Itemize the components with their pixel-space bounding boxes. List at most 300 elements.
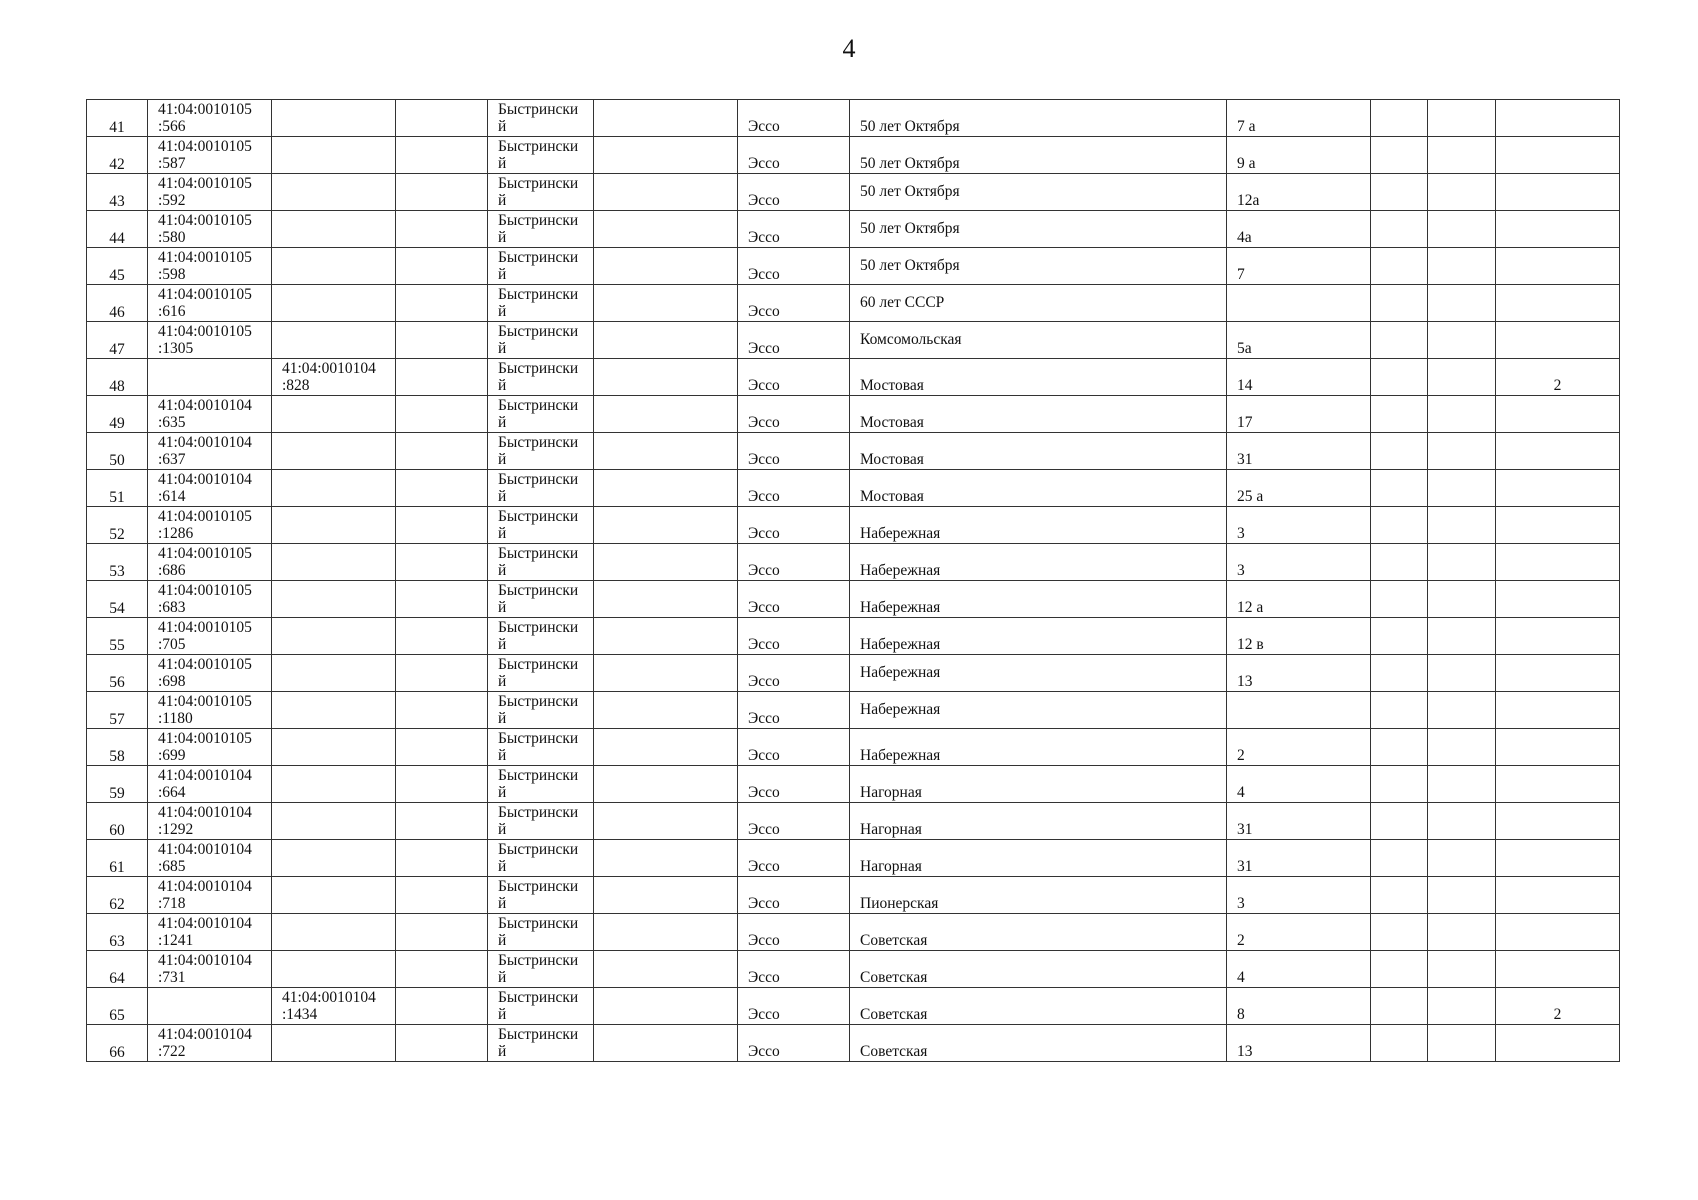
empty-cell — [396, 914, 488, 951]
cadastral-number-cell — [148, 803, 272, 840]
row-number-cell — [87, 359, 148, 396]
settlement-cell — [738, 877, 850, 914]
empty-cell — [594, 803, 738, 840]
street-cell — [850, 470, 1227, 507]
table-row — [87, 507, 1620, 544]
house-cell — [1227, 840, 1371, 877]
empty-cell — [1371, 914, 1428, 951]
row-number-cell — [87, 655, 148, 692]
cadastral-number-cell — [148, 433, 272, 470]
house-number: 12 а — [1237, 599, 1264, 616]
district-name: Быстрински й — [498, 693, 579, 727]
district-cell — [488, 655, 594, 692]
district-name: Быстрински й — [498, 878, 579, 912]
empty-cell — [396, 840, 488, 877]
settlement-name: Эссо — [748, 1043, 780, 1060]
street-name: Набережная — [860, 636, 941, 653]
district-cell — [488, 137, 594, 174]
parent-cadastral-number-cell — [272, 507, 396, 544]
cadastral-number-cell — [148, 729, 272, 766]
row-number: 51 — [109, 489, 125, 506]
house-cell — [1227, 100, 1371, 137]
street-cell — [850, 137, 1227, 174]
row-number-cell — [87, 618, 148, 655]
district-cell — [488, 322, 594, 359]
street-cell — [850, 174, 1227, 211]
house-number: 4 — [1237, 784, 1245, 801]
cadastral-number-cell — [148, 951, 272, 988]
empty-cell — [1371, 544, 1428, 581]
parent-cadastral-number: 41:04:0010104 :828 — [282, 360, 376, 394]
empty-cell — [1428, 211, 1496, 248]
cadastral-number-cell — [148, 359, 272, 396]
table-row — [87, 248, 1620, 285]
house-cell — [1227, 322, 1371, 359]
cadastral-number: 41:04:0010105 :592 — [158, 175, 252, 209]
settlement-name: Эссо — [748, 155, 780, 172]
apartment-cell — [1496, 692, 1620, 729]
apartment-cell — [1496, 507, 1620, 544]
district-name: Быстрински й — [498, 138, 579, 172]
street-cell — [850, 211, 1227, 248]
apartment-cell — [1496, 174, 1620, 211]
empty-cell — [1428, 396, 1496, 433]
parent-cadastral-number-cell — [272, 470, 396, 507]
row-number: 61 — [109, 859, 125, 876]
table-row — [87, 359, 1620, 396]
house-cell — [1227, 174, 1371, 211]
district-cell — [488, 433, 594, 470]
empty-cell — [1428, 581, 1496, 618]
cadastral-number-cell — [148, 988, 272, 1025]
house-number: 2 — [1237, 932, 1245, 949]
street-name: Нагорная — [860, 821, 922, 838]
empty-cell — [1371, 655, 1428, 692]
district-cell — [488, 544, 594, 581]
parent-cadastral-number-cell — [272, 988, 396, 1025]
district-name: Быстрински й — [498, 952, 579, 986]
row-number: 64 — [109, 970, 125, 987]
cadastral-number: 41:04:0010104 :635 — [158, 397, 252, 431]
empty-cell — [1371, 359, 1428, 396]
district-name: Быстрински й — [498, 767, 579, 801]
settlement-cell — [738, 766, 850, 803]
street-name: 60 лет СССР — [860, 294, 945, 311]
settlement-name: Эссо — [748, 821, 780, 838]
empty-cell — [1371, 322, 1428, 359]
cadastral-number: 41:04:0010105 :587 — [158, 138, 252, 172]
parent-cadastral-number-cell — [272, 729, 396, 766]
house-cell — [1227, 1025, 1371, 1062]
empty-cell — [1428, 544, 1496, 581]
settlement-cell — [738, 507, 850, 544]
street-cell — [850, 988, 1227, 1025]
house-number: 9 а — [1237, 155, 1256, 172]
street-name: 50 лет Октября — [860, 183, 960, 200]
district-cell — [488, 507, 594, 544]
apartment-number: 2 — [1553, 1006, 1562, 1023]
row-number: 66 — [109, 1044, 125, 1061]
apartment-cell — [1496, 655, 1620, 692]
cadastral-number-cell — [148, 914, 272, 951]
street-name: Нагорная — [860, 858, 922, 875]
parent-cadastral-number-cell — [272, 581, 396, 618]
empty-cell — [594, 470, 738, 507]
house-number: 2 — [1237, 747, 1245, 764]
empty-cell — [1428, 877, 1496, 914]
parent-cadastral-number-cell — [272, 618, 396, 655]
district-cell — [488, 877, 594, 914]
house-number: 12 в — [1237, 636, 1264, 653]
street-name: Мостовая — [860, 451, 924, 468]
cadastral-number: 41:04:0010104 :614 — [158, 471, 252, 505]
district-cell — [488, 211, 594, 248]
empty-cell — [396, 1025, 488, 1062]
house-number: 8 — [1237, 1006, 1245, 1023]
district-name: Быстрински й — [498, 212, 579, 246]
house-number: 14 — [1237, 377, 1253, 394]
district-cell — [488, 988, 594, 1025]
house-number: 7 — [1237, 266, 1245, 283]
district-name: Быстрински й — [498, 730, 579, 764]
empty-cell — [1371, 803, 1428, 840]
table-row — [87, 470, 1620, 507]
settlement-cell — [738, 1025, 850, 1062]
empty-cell — [1371, 433, 1428, 470]
empty-cell — [594, 211, 738, 248]
empty-cell — [396, 100, 488, 137]
district-name: Быстрински й — [498, 101, 579, 135]
district-cell — [488, 803, 594, 840]
parent-cadastral-number-cell — [272, 692, 396, 729]
empty-cell — [1428, 766, 1496, 803]
row-number-cell — [87, 174, 148, 211]
street-name: 50 лет Октября — [860, 118, 960, 135]
settlement-cell — [738, 618, 850, 655]
settlement-name: Эссо — [748, 599, 780, 616]
district-cell — [488, 396, 594, 433]
street-cell — [850, 951, 1227, 988]
row-number-cell — [87, 544, 148, 581]
apartment-cell — [1496, 285, 1620, 322]
empty-cell — [1371, 877, 1428, 914]
house-cell — [1227, 137, 1371, 174]
row-number: 41 — [109, 119, 125, 136]
house-number: 17 — [1237, 414, 1253, 431]
district-name: Быстрински й — [498, 841, 579, 875]
street-cell — [850, 1025, 1227, 1062]
apartment-cell — [1496, 396, 1620, 433]
cadastral-number-cell — [148, 655, 272, 692]
empty-cell — [396, 655, 488, 692]
settlement-cell — [738, 692, 850, 729]
house-cell — [1227, 655, 1371, 692]
empty-cell — [1428, 507, 1496, 544]
parent-cadastral-number-cell — [272, 914, 396, 951]
parent-cadastral-number-cell — [272, 211, 396, 248]
row-number: 46 — [109, 304, 125, 321]
street-cell — [850, 581, 1227, 618]
settlement-cell — [738, 470, 850, 507]
empty-cell — [1428, 285, 1496, 322]
empty-cell — [396, 766, 488, 803]
apartment-cell — [1496, 877, 1620, 914]
row-number-cell — [87, 396, 148, 433]
street-name: Набережная — [860, 525, 941, 542]
district-name: Быстрински й — [498, 545, 579, 579]
street-cell — [850, 359, 1227, 396]
row-number-cell — [87, 914, 148, 951]
empty-cell — [594, 951, 738, 988]
empty-cell — [594, 396, 738, 433]
street-cell — [850, 692, 1227, 729]
district-cell — [488, 285, 594, 322]
district-name: Быстрински й — [498, 656, 579, 690]
cadastral-number-cell — [148, 285, 272, 322]
row-number-cell — [87, 877, 148, 914]
row-number-cell — [87, 840, 148, 877]
empty-cell — [594, 507, 738, 544]
table-row — [87, 988, 1620, 1025]
empty-cell — [594, 766, 738, 803]
empty-cell — [1428, 618, 1496, 655]
settlement-cell — [738, 729, 850, 766]
settlement-name: Эссо — [748, 414, 780, 431]
street-cell — [850, 433, 1227, 470]
apartment-cell — [1496, 803, 1620, 840]
apartment-number: 2 — [1553, 377, 1562, 394]
parent-cadastral-number-cell — [272, 248, 396, 285]
empty-cell — [594, 581, 738, 618]
row-number: 60 — [109, 822, 125, 839]
settlement-cell — [738, 803, 850, 840]
house-number: 5а — [1237, 340, 1252, 357]
district-name: Быстрински й — [498, 360, 579, 394]
empty-cell — [1371, 692, 1428, 729]
row-number: 48 — [109, 378, 125, 395]
row-number: 44 — [109, 230, 125, 247]
row-number: 57 — [109, 711, 125, 728]
table-row — [87, 322, 1620, 359]
settlement-cell — [738, 581, 850, 618]
cadastral-number-cell — [148, 581, 272, 618]
empty-cell — [1428, 729, 1496, 766]
apartment-cell — [1496, 1025, 1620, 1062]
cadastral-number-cell — [148, 766, 272, 803]
house-cell — [1227, 396, 1371, 433]
empty-cell — [396, 248, 488, 285]
empty-cell — [396, 174, 488, 211]
cadastral-number: 41:04:0010104 :1241 — [158, 915, 252, 949]
row-number-cell — [87, 100, 148, 137]
empty-cell — [1371, 1025, 1428, 1062]
cadastral-number-cell — [148, 1025, 272, 1062]
empty-cell — [1371, 285, 1428, 322]
empty-cell — [396, 359, 488, 396]
apartment-cell — [1496, 211, 1620, 248]
cadastral-number: 41:04:0010105 :566 — [158, 101, 252, 135]
apartment-cell — [1496, 322, 1620, 359]
empty-cell — [594, 877, 738, 914]
table-row — [87, 840, 1620, 877]
row-number-cell — [87, 988, 148, 1025]
empty-cell — [594, 137, 738, 174]
cadastral-number: 41:04:0010105 :1286 — [158, 508, 252, 542]
empty-cell — [594, 692, 738, 729]
table-row — [87, 433, 1620, 470]
house-cell — [1227, 248, 1371, 285]
empty-cell — [396, 729, 488, 766]
street-name: Мостовая — [860, 377, 924, 394]
empty-cell — [594, 618, 738, 655]
settlement-name: Эссо — [748, 1006, 780, 1023]
parent-cadastral-number-cell — [272, 285, 396, 322]
parent-cadastral-number-cell — [272, 433, 396, 470]
settlement-cell — [738, 174, 850, 211]
table-row — [87, 581, 1620, 618]
apartment-cell — [1496, 951, 1620, 988]
row-number: 53 — [109, 563, 125, 580]
street-cell — [850, 322, 1227, 359]
apartment-cell — [1496, 766, 1620, 803]
empty-cell — [1371, 100, 1428, 137]
empty-cell — [1371, 618, 1428, 655]
cadastral-number: 41:04:0010104 :637 — [158, 434, 252, 468]
empty-cell — [396, 507, 488, 544]
row-number: 50 — [109, 452, 125, 469]
district-cell — [488, 100, 594, 137]
table-row — [87, 211, 1620, 248]
district-name: Быстрински й — [498, 804, 579, 838]
table-row — [87, 803, 1620, 840]
row-number-cell — [87, 322, 148, 359]
parent-cadastral-number-cell — [272, 396, 396, 433]
street-name: Советская — [860, 1043, 928, 1060]
cadastral-number: 41:04:0010105 :699 — [158, 730, 252, 764]
settlement-name: Эссо — [748, 562, 780, 579]
empty-cell — [396, 618, 488, 655]
house-cell — [1227, 507, 1371, 544]
district-cell — [488, 581, 594, 618]
house-cell — [1227, 433, 1371, 470]
table-row — [87, 951, 1620, 988]
apartment-cell — [1496, 840, 1620, 877]
table-row — [87, 285, 1620, 322]
settlement-name: Эссо — [748, 118, 780, 135]
row-number-cell — [87, 248, 148, 285]
settlement-name: Эссо — [748, 488, 780, 505]
settlement-cell — [738, 322, 850, 359]
street-cell — [850, 914, 1227, 951]
empty-cell — [1428, 470, 1496, 507]
street-name: Советская — [860, 969, 928, 986]
empty-cell — [594, 1025, 738, 1062]
table-row — [87, 1025, 1620, 1062]
street-cell — [850, 840, 1227, 877]
empty-cell — [594, 285, 738, 322]
district-cell — [488, 174, 594, 211]
empty-cell — [1428, 137, 1496, 174]
row-number-cell — [87, 433, 148, 470]
house-cell — [1227, 766, 1371, 803]
street-cell — [850, 507, 1227, 544]
apartment-cell — [1496, 914, 1620, 951]
street-cell — [850, 285, 1227, 322]
table-row — [87, 100, 1620, 137]
street-cell — [850, 544, 1227, 581]
parent-cadastral-number-cell — [272, 544, 396, 581]
parent-cadastral-number-cell — [272, 174, 396, 211]
empty-cell — [594, 544, 738, 581]
row-number: 58 — [109, 748, 125, 765]
house-cell — [1227, 470, 1371, 507]
registry-table — [86, 99, 1620, 1062]
house-cell — [1227, 914, 1371, 951]
settlement-name: Эссо — [748, 303, 780, 320]
empty-cell — [1428, 692, 1496, 729]
apartment-cell — [1496, 100, 1620, 137]
row-number-cell — [87, 285, 148, 322]
street-cell — [850, 766, 1227, 803]
empty-cell — [396, 803, 488, 840]
table-row — [87, 137, 1620, 174]
street-name: Набережная — [860, 562, 941, 579]
house-cell — [1227, 988, 1371, 1025]
empty-cell — [396, 433, 488, 470]
street-name: 50 лет Октября — [860, 155, 960, 172]
street-name: Набережная — [860, 599, 941, 616]
house-cell — [1227, 544, 1371, 581]
cadastral-number-cell — [148, 248, 272, 285]
parent-cadastral-number-cell — [272, 359, 396, 396]
empty-cell — [1428, 433, 1496, 470]
street-cell — [850, 655, 1227, 692]
street-cell — [850, 877, 1227, 914]
cadastral-number: 41:04:0010105 :616 — [158, 286, 252, 320]
settlement-name: Эссо — [748, 451, 780, 468]
cadastral-number-cell — [148, 322, 272, 359]
empty-cell — [1428, 914, 1496, 951]
empty-cell — [1371, 988, 1428, 1025]
settlement-name: Эссо — [748, 340, 780, 357]
empty-cell — [396, 692, 488, 729]
row-number: 65 — [109, 1007, 125, 1024]
row-number-cell — [87, 211, 148, 248]
settlement-cell — [738, 951, 850, 988]
settlement-cell — [738, 988, 850, 1025]
district-name: Быстрински й — [498, 619, 579, 653]
house-number: 3 — [1237, 562, 1245, 579]
district-name: Быстрински й — [498, 434, 579, 468]
district-cell — [488, 914, 594, 951]
row-number: 59 — [109, 785, 125, 802]
table-row — [87, 618, 1620, 655]
district-cell — [488, 359, 594, 396]
settlement-name: Эссо — [748, 377, 780, 394]
house-cell — [1227, 729, 1371, 766]
street-cell — [850, 803, 1227, 840]
empty-cell — [594, 729, 738, 766]
empty-cell — [1428, 100, 1496, 137]
cadastral-number-cell — [148, 618, 272, 655]
cadastral-number-cell — [148, 470, 272, 507]
house-cell — [1227, 359, 1371, 396]
empty-cell — [396, 544, 488, 581]
row-number-cell — [87, 729, 148, 766]
apartment-cell — [1496, 618, 1620, 655]
empty-cell — [1371, 507, 1428, 544]
house-number: 31 — [1237, 858, 1253, 875]
